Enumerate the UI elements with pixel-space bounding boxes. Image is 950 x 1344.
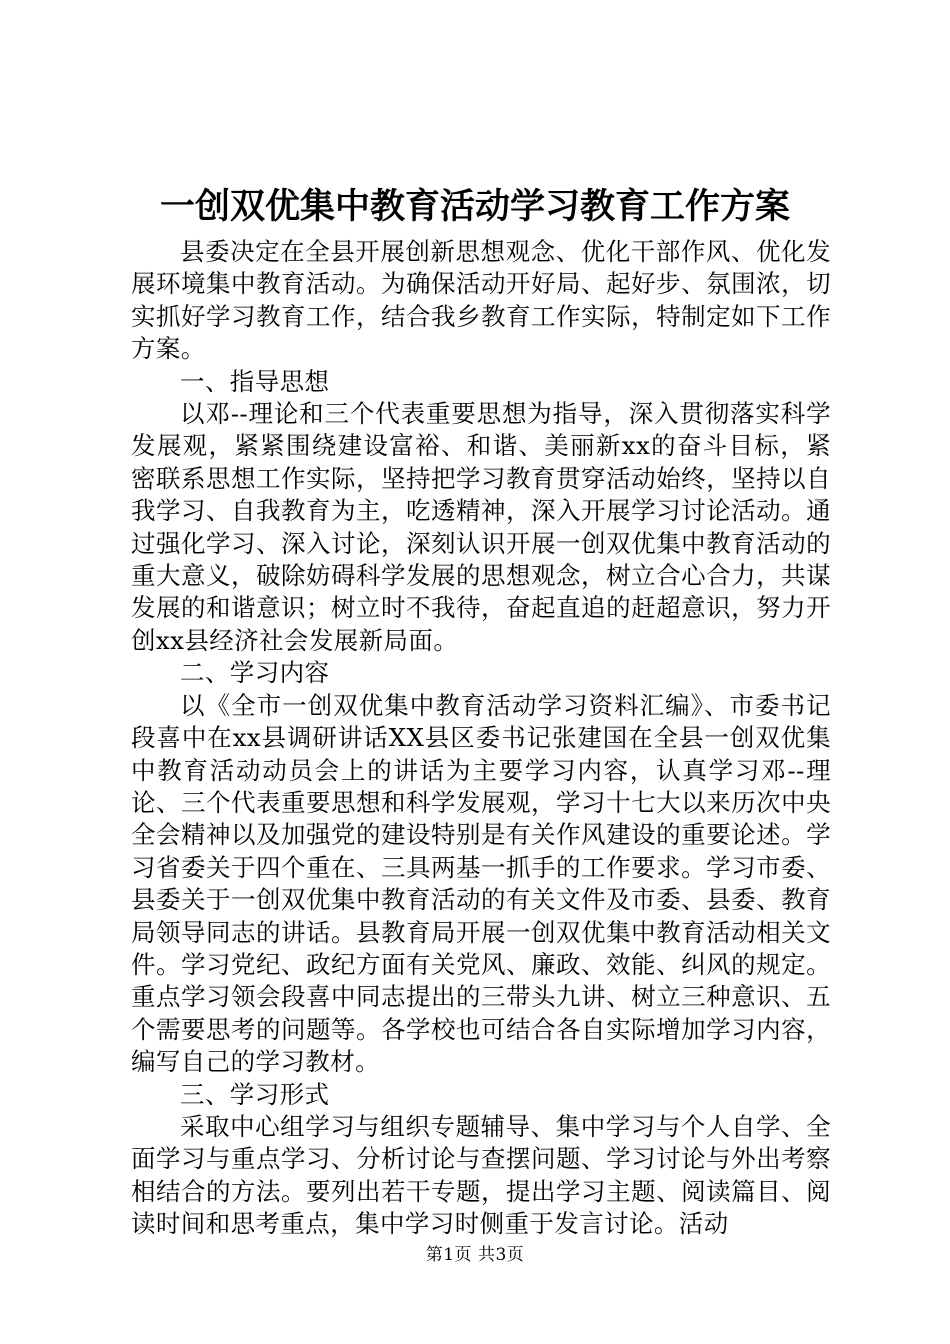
document-title: 一创双优集中教育活动学习教育工作方案 (159, 186, 790, 227)
section-text-study-form: 采取中心组学习与组织专题辅导、集中学习与个人自学、全面学习与重点学习、分析讨论与查摆问题、学习讨论与外出考察相结合的方法。要列出若干专题，提出学习主题、阅读篇目、阅读时间和思考重点，集中学习时侧重于发言讨论。活动 (131, 1111, 831, 1239)
page-number-footer: 第1页 共3页 (425, 1245, 525, 1265)
section-heading-study-form: 三、学习形式 (180, 1079, 330, 1109)
document-body (131, 236, 831, 1241)
section-text-guiding-thought: 以邓--理论和三个代表重要思想为指导，深入贯彻落实科学发展观，紧紧围绕建设富裕、和谐、美丽新xx的奋斗目标，紧密联系思想工作实际，坚持把学习教育贯穿活动始终，坚持以自我学习、自我教育为主，吃透精神，深入开展学习讨论活动。通过强化学习、深入讨论，深刻认识开展一创双优集中教育活动的重大意义，破除妨碍科学发展的思想观念，树立合心合力，共谋发展的和谐意识；树立时不我待，奋起直追的赶超意识，努力开创xx县经济社会发展新局面。 (131, 399, 831, 655)
intro-paragraph: 县委决定在全县开展创新思想观念、优化干部作风、优化发展环境集中教育活动。为确保活动开好局、起好步、氛围浓，切实抓好学习教育工作，结合我乡教育工作实际，特制定如下工作方案。 (131, 237, 831, 364)
section-heading-study-content: 二、学习内容 (180, 658, 330, 688)
section-heading-guiding-thought: 一、指导思想 (180, 366, 330, 396)
section-text-study-content: 以《全市一创双优集中教育活动学习资料汇编》、市委书记段喜中在xx县调研讲话XX县区委书记张建国在全县一创双优集中教育活动动员会上的讲话为主要学习内容，认真学习邓--理论、三个代表重要思想和科学发展观，学习十七大以来历次中央全会精神以及加强党的建设特别是有关作风建设的重要论述。学习省委关于四个重在、三具两基一抓手的工作要求。学习市委、县委关于一创双优集中教育活动的有关文件及市委、县委、教育局领导同志的讲话。县教育局开展一创双优集中教育活动相关文件。学习党纪、政纪方面有关党风、廉政、效能、纠风的规定。重点学习领会段喜中同志提出的三带头九讲、树立三种意识、五个需要思考的问题等。各学校也可结合各自实际增加学习内容，编写自己的学习教材。 (131, 690, 831, 1077)
